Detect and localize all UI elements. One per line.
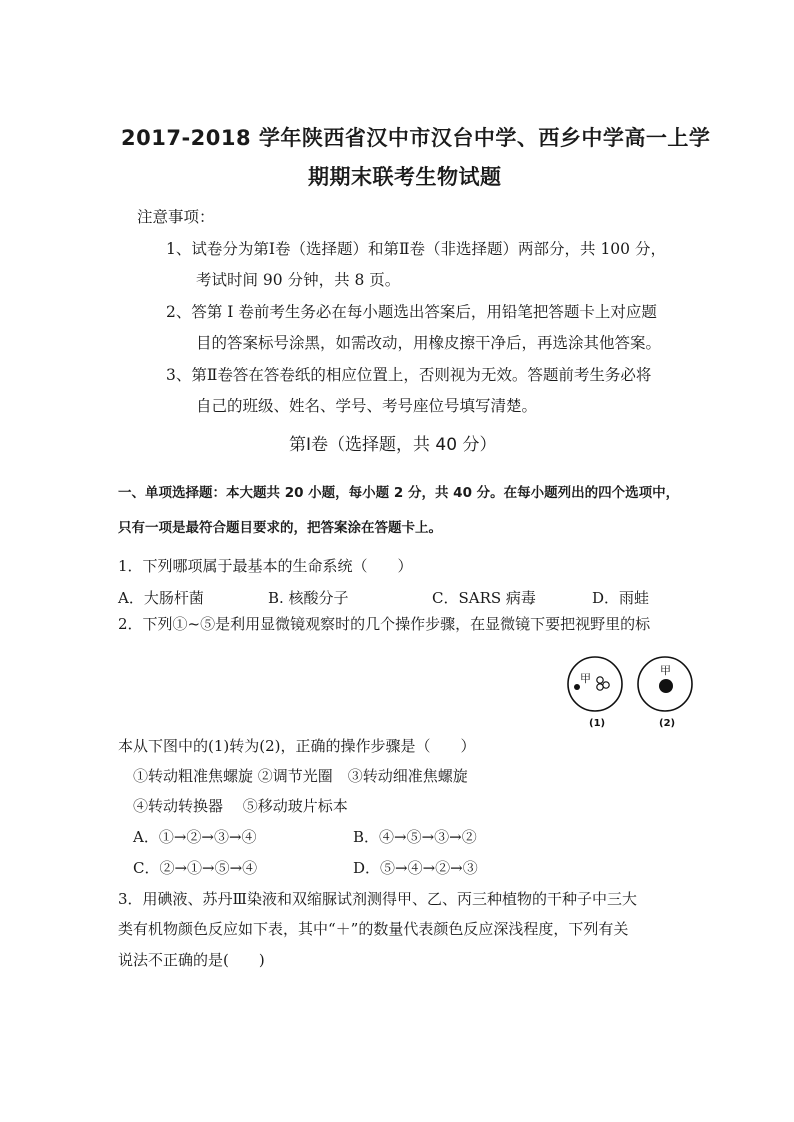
q1-option-a: A．大肠杆菌 — [118, 589, 204, 607]
view-1-circle — [568, 657, 622, 711]
q3-stem-line2: 类有机物颜色反应如下表，其中“＋”的数量代表颜色反应深浅程度，下列有关 — [118, 920, 629, 938]
notice-item-3-line1: 3、第Ⅱ卷答在答卷纸的相应位置上，否则视为无效。答题前考生务必将 — [166, 366, 652, 384]
section-instruction-line2: 只有一项是最符合题目要求的，把答案涂在答题卡上。 — [118, 520, 442, 536]
q2-option-c: C．②→①→⑤→④ — [133, 859, 258, 877]
view-1-label: 甲 — [580, 672, 591, 685]
q3-stem-line1: 3．用碘液、苏丹Ⅲ染液和双缩脲试剂测得甲、乙、丙三种植物的干种子中三大 — [118, 890, 638, 908]
view-2 — [638, 657, 692, 729]
notice-item-2-line2: 目的答案标号涂黑，如需改动，用橡皮擦干净后，再选涂其他答案。 — [196, 334, 662, 352]
view-2-label: 甲 — [660, 664, 671, 677]
page-title-line2: 期期末联考生物试题 — [308, 165, 502, 189]
view-1-small-cell — [597, 677, 603, 683]
page-title-line1: 2017-2018 学年陕西省汉中市汉台中学、西乡中学高一上学 — [121, 126, 711, 150]
view-1-caption: (1) — [589, 718, 606, 729]
q2-steps-line2: ④转动转换器 ⑤移动玻片标本 — [133, 797, 348, 815]
q2-option-a: A．①→②→③→④ — [133, 828, 257, 846]
notice-item-1-line1: 1、试卷分为第Ⅰ卷（选择题）和第Ⅱ卷（非选择题）两部分，共 100 分， — [166, 240, 666, 258]
notice-item-1-line2: 考试时间 90 分钟，共 8 页。 — [196, 271, 401, 289]
notice-heading: 注意事项： — [137, 208, 215, 226]
q3-stem-line3: 说法不正确的是( ) — [118, 951, 265, 969]
q1-option-b: B. 核酸分子 — [268, 589, 349, 607]
view-2-caption: (2) — [659, 718, 676, 729]
q2-option-b: B．④→⑤→③→② — [353, 828, 477, 846]
notice-item-2-line1: 2、答第 I 卷前考生务必在每小题选出答案后，用铅笔把答题卡上对应题 — [166, 303, 657, 321]
q1-option-d: D．雨蛙 — [592, 589, 650, 607]
q2-steps-line1: ①转动粗准焦螺旋 ②调节光圈 ③转动细准焦螺旋 — [133, 767, 468, 785]
q2-stem-line2: 本从下图中的(1)转为(2)，正确的操作步骤是（ ） — [118, 737, 476, 755]
q2-option-d: D．⑤→④→②→③ — [353, 859, 478, 877]
microscope-view-figure — [560, 654, 700, 734]
view-2-cell-dot — [659, 679, 673, 693]
q1-option-c: C．SARS 病毒 — [432, 589, 536, 607]
notice-item-3-line2: 自己的班级、姓名、学号、考号座位号填写清楚。 — [196, 397, 538, 415]
q2-stem-line1: 2．下列①~⑤是利用显微镜观察时的几个操作步骤，在显微镜下要把视野里的标 — [118, 615, 651, 633]
q1-stem: 1．下列哪项属于最基本的生命系统（ ） — [118, 557, 413, 575]
section-title: 第Ⅰ卷（选择题，共 40 分） — [289, 435, 497, 455]
view-1 — [568, 657, 622, 729]
view-1-small-cell — [597, 684, 603, 690]
section-instruction-line1: 一、单项选择题：本大题共 20 小题，每小题 2 分，共 40 分。在每小题列出的四个选项中， — [118, 485, 680, 501]
